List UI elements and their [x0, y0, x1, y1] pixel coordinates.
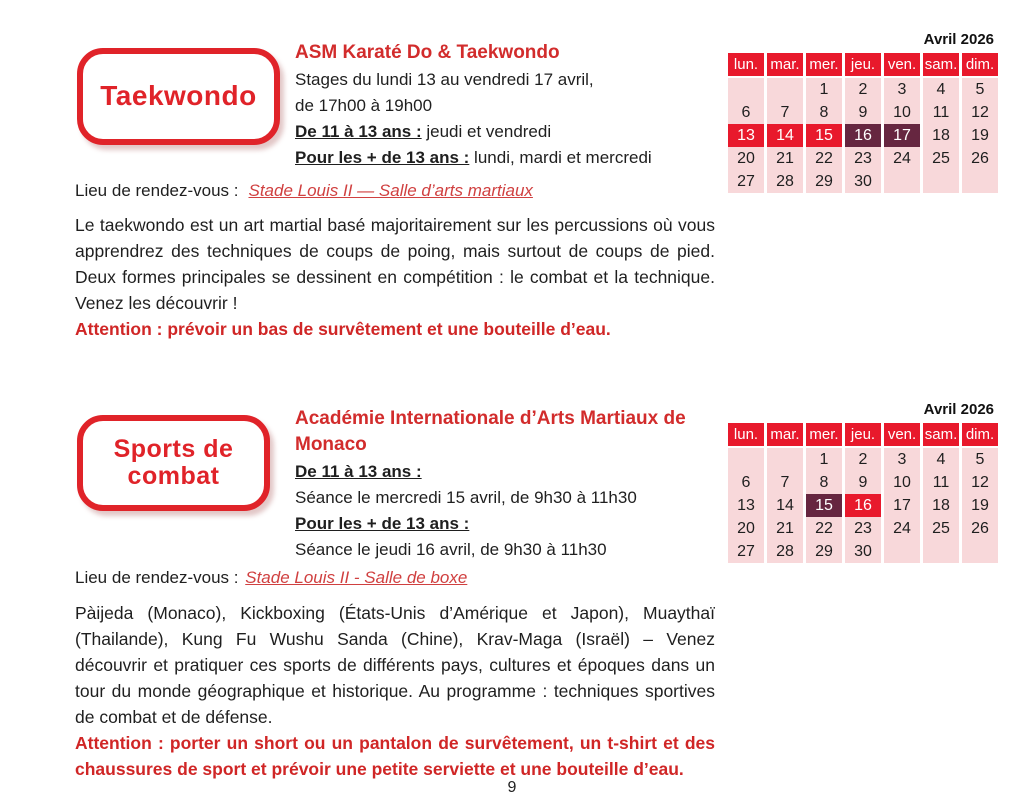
age-group-label: De 11 à 13 ans : — [295, 462, 422, 481]
calendar-day: 22 — [806, 147, 842, 170]
calendar-day: 25 — [923, 517, 959, 540]
taekwondo-warning: Attention : prévoir un bas de survêtement et une bouteille d’eau. — [75, 319, 611, 339]
calendar-day: 2 — [845, 78, 881, 101]
calendar-day: 19 — [962, 494, 998, 517]
sports-combat-warning: Attention : porter un short ou un pantalon de survêtement, un t-shirt et des chaussures de sport et prévoir une petite serviette et une bouteille d’eau. — [75, 733, 715, 779]
calendar-day: 4 — [923, 78, 959, 101]
calendar-day: 3 — [884, 78, 920, 101]
calendar-day: 19 — [962, 124, 998, 147]
calendar-month-label: Avril 2026 — [923, 31, 994, 48]
calendar-day-empty — [728, 448, 764, 471]
schedule-line — [295, 537, 735, 563]
calendar-day-empty — [767, 78, 803, 101]
calendar-day: 15 — [806, 124, 842, 147]
calendar-day: 14 — [767, 494, 803, 517]
calendar-weekday-header: ven. — [884, 53, 920, 76]
calendar-day: 24 — [884, 517, 920, 540]
calendar-day-empty — [728, 78, 764, 101]
calendar-day: 30 — [845, 540, 881, 563]
calendar-weekday-header: mar. — [767, 423, 803, 446]
calendar-day: 18 — [923, 124, 959, 147]
calendar-day-empty — [962, 540, 998, 563]
sports-combat-meeting-line — [75, 566, 467, 590]
calendar-day: 8 — [806, 471, 842, 494]
calendar-day: 9 — [845, 101, 881, 124]
calendar-day: 3 — [884, 448, 920, 471]
calendar-weekday-header: jeu. — [845, 53, 881, 76]
calendar-day-grid — [728, 78, 998, 193]
sports-combat-badge-label: Sports de combat — [113, 435, 234, 490]
calendar-day: 15 — [806, 494, 842, 517]
calendar-day: 20 — [728, 147, 764, 170]
calendar-day-empty — [884, 540, 920, 563]
schedule-text: Séance le mercredi 15 avril, de 9h30 à 11h30 — [295, 488, 637, 507]
schedule-text: jeudi et vendredi — [421, 122, 552, 141]
calendar-weekday-header: sam. — [923, 53, 959, 76]
schedule-line — [295, 145, 735, 171]
calendar-weekday-header: lun. — [728, 53, 764, 76]
taekwondo-schedule — [295, 67, 735, 171]
calendar-weekday-header: ven. — [884, 423, 920, 446]
sports-combat-title: Académie Internationale d’Arts Martiaux de Monaco — [295, 408, 686, 455]
taekwondo-title: ASM Karaté Do & Taekwondo — [295, 42, 560, 63]
sports-combat-description: Pàijeda (Monaco), Kickboxing (États-Unis d’Amérique et Japon), Muaythaï (Thailande), Kung Fu Wushu Sanda (Chine), Krav-Maga (Israël) – Venez découvrir et pratiquer ces sports de différents pays, cultures et époques dans un tour du monde géographique et historique. Au programme : techniques sportives de combat et de défense. — [75, 603, 715, 727]
calendar-weekday-header: dim. — [962, 423, 998, 446]
sports-combat-location-link[interactable]: Stade Louis II - Salle de boxe — [245, 568, 468, 587]
calendar-day: 7 — [767, 471, 803, 494]
calendar-day: 28 — [767, 540, 803, 563]
schedule-line — [295, 511, 735, 537]
calendar-day: 10 — [884, 471, 920, 494]
calendar-day: 13 — [728, 124, 764, 147]
calendar-day: 23 — [845, 517, 881, 540]
schedule-line — [295, 93, 735, 119]
calendar-day: 6 — [728, 471, 764, 494]
calendar-month-label: Avril 2026 — [923, 401, 994, 418]
calendar-day: 1 — [806, 448, 842, 471]
schedule-text: lundi, mardi et mercredi — [469, 148, 652, 167]
taekwondo-description: Le taekwondo est un art martial basé majoritairement sur les percussions où vous apprendrez des techniques de coups de poing, mais surtout de coups de pied. Deux formes principales se dessinent en compétition : le combat et la technique. Venez les découvrir ! — [75, 215, 715, 313]
calendar-day: 24 — [884, 147, 920, 170]
calendar-weekday-header: mer. — [806, 53, 842, 76]
calendar-day: 22 — [806, 517, 842, 540]
calendar-day-empty — [962, 170, 998, 193]
calendar-day: 26 — [962, 147, 998, 170]
calendar-weekday-header: jeu. — [845, 423, 881, 446]
sports-combat-schedule — [295, 459, 735, 563]
sports-combat-badge — [77, 415, 270, 511]
schedule-text: Stages du lundi 13 au vendredi 17 avril, — [295, 70, 594, 89]
taekwondo-calendar — [728, 30, 998, 193]
calendar-day: 21 — [767, 517, 803, 540]
calendar-day-empty — [923, 540, 959, 563]
calendar-weekday-header: sam. — [923, 423, 959, 446]
calendar-day: 12 — [962, 101, 998, 124]
calendar-day-grid — [728, 448, 998, 563]
schedule-line — [295, 119, 735, 145]
calendar-day: 29 — [806, 170, 842, 193]
taekwondo-badge-label: Taekwondo — [100, 80, 257, 112]
calendar-day: 16 — [845, 494, 881, 517]
taekwondo-meeting-line — [75, 179, 533, 203]
calendar-day: 11 — [923, 471, 959, 494]
calendar-day: 9 — [845, 471, 881, 494]
calendar-weekday-header-row — [728, 53, 998, 76]
calendar-day: 5 — [962, 448, 998, 471]
calendar-day: 25 — [923, 147, 959, 170]
taekwondo-info-block — [295, 40, 735, 171]
calendar-day: 17 — [884, 124, 920, 147]
schedule-text: de 17h00 à 19h00 — [295, 96, 433, 115]
schedule-line — [295, 485, 735, 511]
calendar-day: 5 — [962, 78, 998, 101]
schedule-line — [295, 459, 735, 485]
calendar-day: 30 — [845, 170, 881, 193]
calendar-day: 12 — [962, 471, 998, 494]
calendar-day: 10 — [884, 101, 920, 124]
age-group-label: De 11 à 13 ans : — [295, 122, 422, 141]
calendar-weekday-header: mar. — [767, 53, 803, 76]
calendar-weekday-header: dim. — [962, 53, 998, 76]
calendar-day: 17 — [884, 494, 920, 517]
sports-combat-calendar — [728, 400, 998, 563]
calendar-day: 6 — [728, 101, 764, 124]
taekwondo-location-link[interactable]: Stade Louis II — Salle d’arts martiaux — [248, 181, 533, 200]
calendar-day: 1 — [806, 78, 842, 101]
age-group-label: Pour les + de 13 ans : — [295, 514, 470, 533]
calendar-day: 27 — [728, 170, 764, 193]
calendar-day: 4 — [923, 448, 959, 471]
calendar-weekday-header: lun. — [728, 423, 764, 446]
calendar-day: 14 — [767, 124, 803, 147]
calendar-day: 23 — [845, 147, 881, 170]
calendar-weekday-header: mer. — [806, 423, 842, 446]
calendar-day: 18 — [923, 494, 959, 517]
calendar-day-empty — [923, 170, 959, 193]
calendar-day: 28 — [767, 170, 803, 193]
page-number: 9 — [507, 779, 517, 796]
calendar-day: 20 — [728, 517, 764, 540]
meeting-label: Lieu de rendez-vous : — [75, 181, 239, 200]
calendar-day-empty — [884, 170, 920, 193]
calendar-day: 21 — [767, 147, 803, 170]
sports-combat-info-block — [295, 406, 735, 563]
calendar-day: 7 — [767, 101, 803, 124]
calendar-day: 11 — [923, 101, 959, 124]
calendar-day: 26 — [962, 517, 998, 540]
calendar-day: 16 — [845, 124, 881, 147]
calendar-day: 8 — [806, 101, 842, 124]
calendar-day: 13 — [728, 494, 764, 517]
taekwondo-badge — [77, 48, 280, 145]
calendar-day: 29 — [806, 540, 842, 563]
age-group-label: Pour les + de 13 ans : — [295, 148, 470, 167]
calendar-weekday-header-row — [728, 423, 998, 446]
meeting-label: Lieu de rendez-vous : — [75, 568, 239, 587]
schedule-line — [295, 67, 735, 93]
calendar-day-empty — [767, 448, 803, 471]
calendar-day: 2 — [845, 448, 881, 471]
calendar-day: 27 — [728, 540, 764, 563]
schedule-text: Séance le jeudi 16 avril, de 9h30 à 11h30 — [295, 540, 607, 559]
